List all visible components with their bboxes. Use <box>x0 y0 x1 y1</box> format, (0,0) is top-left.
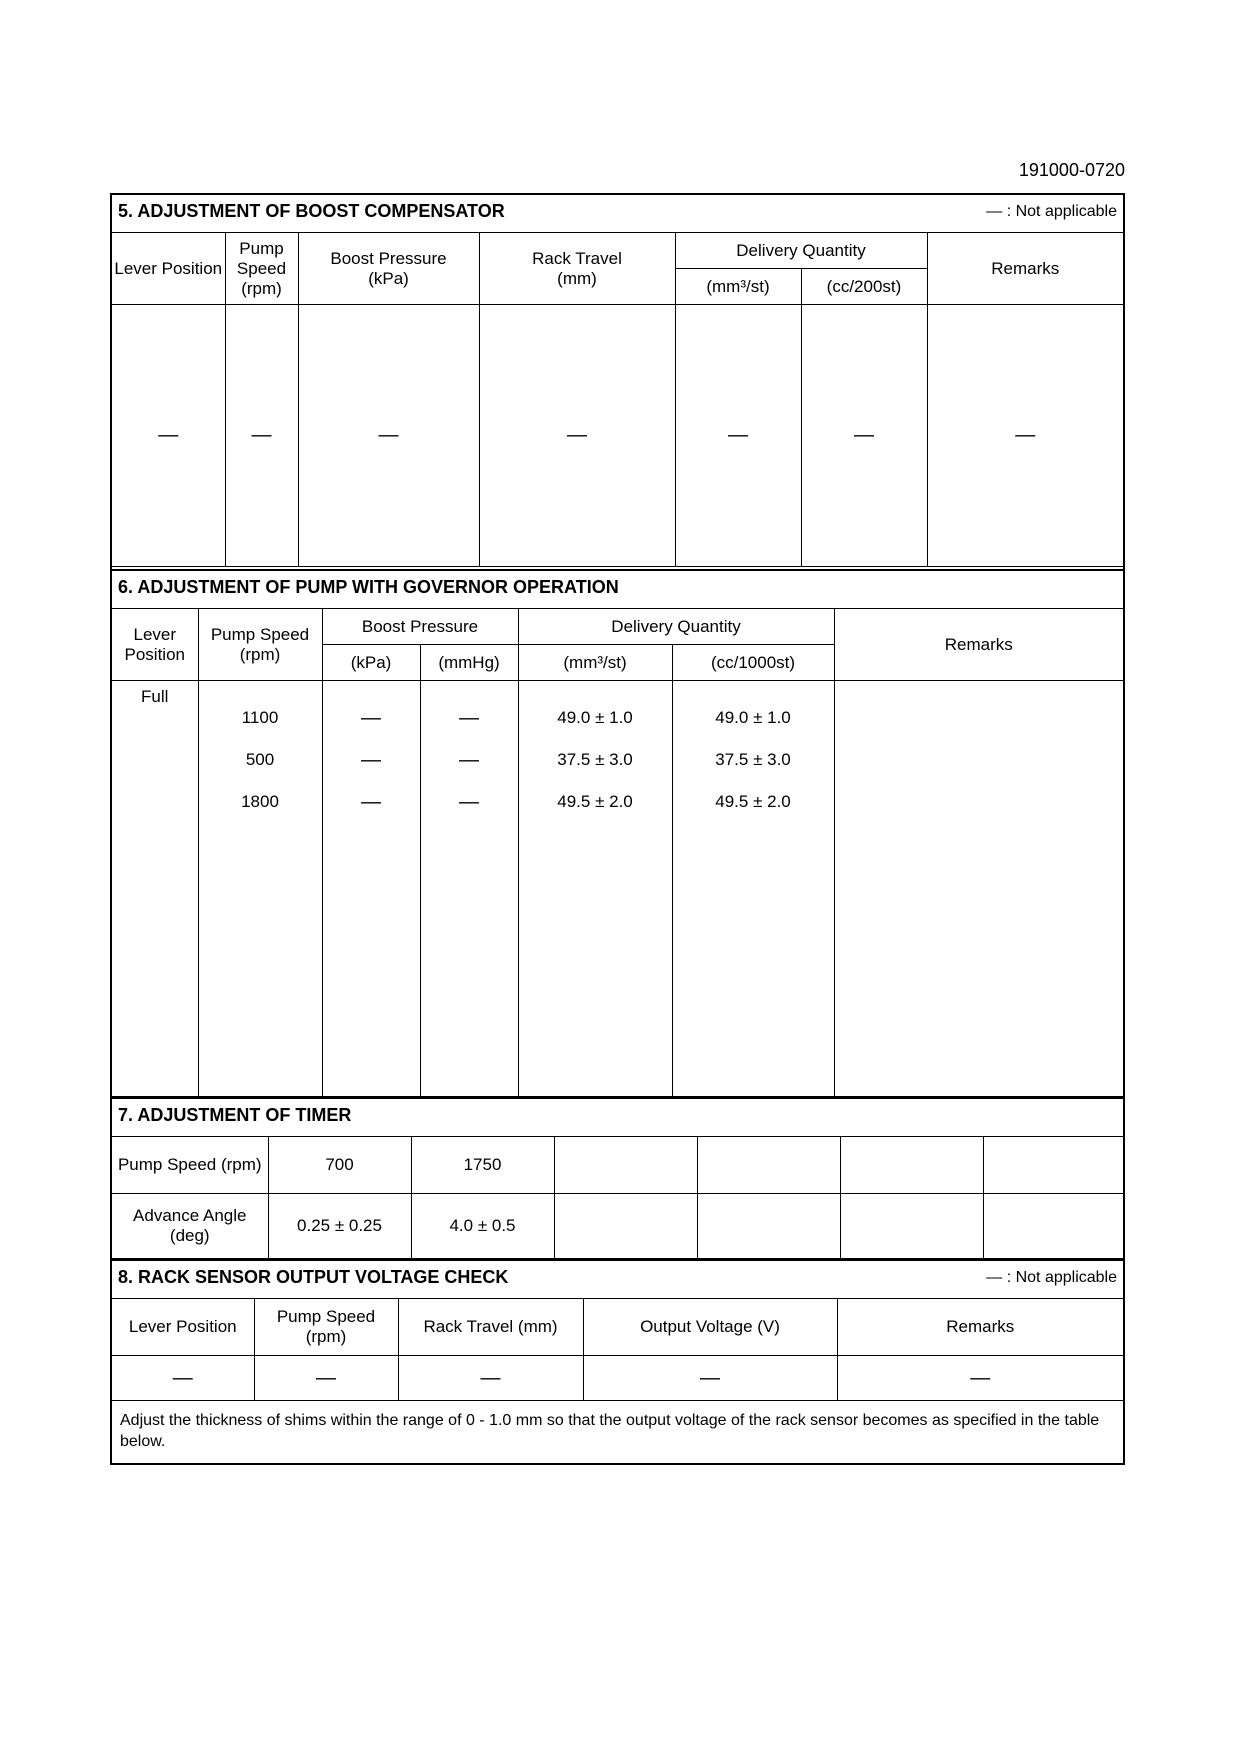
table-cell: 1800 <box>241 792 279 811</box>
table-cell: — <box>112 305 225 567</box>
col-cc-per-1000st: (cc/1000st) <box>672 645 834 681</box>
table-cell: 49.0 ± 1.0 <box>715 708 791 727</box>
table-cell: — <box>583 1356 837 1401</box>
kpa-values <box>322 681 420 1097</box>
mm3st-values <box>518 681 672 1097</box>
col-pump-speed: Pump Speed (rpm) <box>225 233 298 305</box>
col-mm3-per-stroke: (mm³/st) <box>518 645 672 681</box>
table-cell: — <box>479 305 675 567</box>
timer-table <box>112 1136 1123 1259</box>
document-number: 191000-0720 <box>1018 160 1125 180</box>
col-boost-pressure: Boost Pressure <box>322 609 518 645</box>
remarks-cell <box>834 681 1123 1097</box>
col-cc-per-200st: (cc/200st) <box>801 269 927 305</box>
table-cell: 49.5 ± 2.0 <box>557 792 633 811</box>
table-cell: — <box>361 749 381 771</box>
table-cell: — <box>837 1356 1123 1401</box>
section-5-title: 5. ADJUSTMENT OF BOOST COMPENSATOR <box>118 201 505 221</box>
table-cell: — <box>398 1356 583 1401</box>
col-pump-speed: Pump Speed (rpm) <box>254 1299 398 1356</box>
not-applicable-note: — : Not applicable <box>986 1269 1117 1286</box>
table-cell <box>840 1194 983 1259</box>
shim-adjustment-note: Adjust the thickness of shims within the range of 0 - 1.0 mm so that the output voltage of the rack sensor becomes as specified in the table below. <box>120 1412 1100 1450</box>
not-applicable-note: — : Not applicable <box>986 203 1117 220</box>
table-cell: 1100 <box>241 708 279 727</box>
table-cell: — <box>361 707 381 729</box>
table-cell: 1750 <box>411 1137 554 1194</box>
governor-operation-table <box>112 608 1123 1097</box>
advance-angle-label: Advance Angle (deg) <box>112 1194 268 1259</box>
col-delivery-quantity: Delivery Quantity <box>518 609 834 645</box>
table-cell: — <box>361 791 381 813</box>
col-lever-position: Lever Position <box>112 1299 254 1356</box>
table-cell: 700 <box>268 1137 411 1194</box>
table-cell: 49.0 ± 1.0 <box>557 708 633 727</box>
boost-pressure-label: Boost Pressure <box>330 248 447 268</box>
table-cell: 4.0 ± 0.5 <box>411 1194 554 1259</box>
table-cell: 37.5 ± 3.0 <box>715 750 791 769</box>
section-boost-compensator <box>112 195 1123 569</box>
col-mmhg: (mmHg) <box>420 645 518 681</box>
rack-travel-label: Rack Travel <box>532 248 622 268</box>
rack-travel-unit: (mm) <box>557 268 597 288</box>
pump-speed-label: Pump Speed (rpm) <box>112 1137 268 1194</box>
col-remarks: Remarks <box>834 609 1123 681</box>
table-cell: 0.25 ± 0.25 <box>268 1194 411 1259</box>
table-cell: — <box>459 749 479 771</box>
lever-value: Full <box>112 681 198 1097</box>
section-governor-operation <box>112 569 1123 1097</box>
boost-compensator-table <box>112 232 1123 567</box>
table-cell: 500 <box>245 750 275 769</box>
col-delivery-quantity: Delivery Quantity <box>675 233 927 269</box>
table-cell: — <box>112 1356 254 1401</box>
col-output-voltage: Output Voltage (V) <box>583 1299 837 1356</box>
table-cell <box>983 1194 1123 1259</box>
table-cell <box>840 1137 983 1194</box>
col-mm3-per-stroke: (mm³/st) <box>675 269 801 305</box>
col-lever-position: Lever Position <box>112 233 225 305</box>
section-8-title: 8. RACK SENSOR OUTPUT VOLTAGE CHECK <box>118 1267 509 1287</box>
table-cell: — <box>675 305 801 567</box>
table-cell: 37.5 ± 3.0 <box>557 750 633 769</box>
section-rack-sensor <box>112 1259 1123 1465</box>
table-cell <box>554 1137 697 1194</box>
table-cell <box>697 1194 840 1259</box>
adjustment-form <box>110 193 1125 1465</box>
section-6-title: 6. ADJUSTMENT OF PUMP WITH GOVERNOR OPERATION <box>118 577 619 597</box>
col-rack-travel <box>479 233 675 305</box>
col-remarks: Remarks <box>837 1299 1123 1356</box>
col-lever-position: Lever Position <box>112 609 198 681</box>
table-cell <box>554 1194 697 1259</box>
pump-speed-values <box>198 681 322 1097</box>
table-cell: — <box>459 707 479 729</box>
table-cell: — <box>459 791 479 813</box>
cc1000st-values <box>672 681 834 1097</box>
section-7-title: 7. ADJUSTMENT OF TIMER <box>118 1105 352 1125</box>
section-timer <box>112 1097 1123 1259</box>
table-cell: — <box>927 305 1123 567</box>
boost-pressure-unit: (kPa) <box>368 268 409 288</box>
col-rack-travel: Rack Travel (mm) <box>398 1299 583 1356</box>
rack-sensor-table <box>112 1298 1123 1401</box>
table-cell: 49.5 ± 2.0 <box>715 792 791 811</box>
col-pump-speed: Pump Speed (rpm) <box>198 609 322 681</box>
table-cell <box>697 1137 840 1194</box>
col-kpa: (kPa) <box>322 645 420 681</box>
table-cell: — <box>254 1356 398 1401</box>
col-boost-pressure <box>298 233 479 305</box>
col-remarks: Remarks <box>927 233 1123 305</box>
table-cell: — <box>298 305 479 567</box>
table-cell: — <box>225 305 298 567</box>
mmhg-values <box>420 681 518 1097</box>
table-cell: — <box>801 305 927 567</box>
table-cell <box>983 1137 1123 1194</box>
